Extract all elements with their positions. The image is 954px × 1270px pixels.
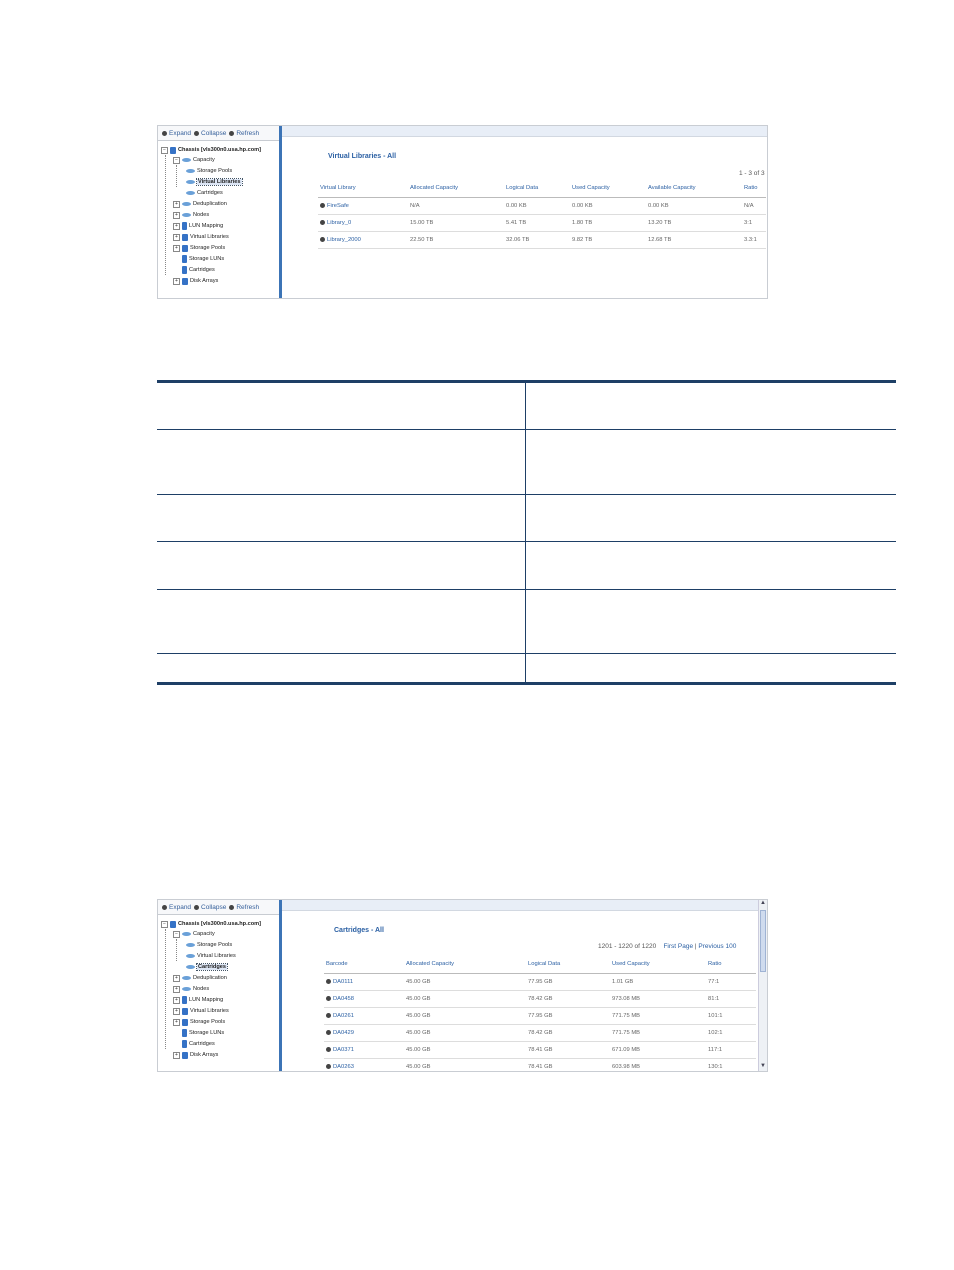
lun-mapping-icon <box>182 996 187 1004</box>
virtual-library-link[interactable]: FireSafe <box>327 203 349 210</box>
cell: 78.42 GB <box>526 991 610 1008</box>
cell: 32.06 TB <box>504 232 570 249</box>
collapse-icon <box>194 905 199 910</box>
nodes-icon <box>182 987 191 991</box>
content-header-bar <box>282 126 767 137</box>
cell: 45.00 GB <box>404 974 526 991</box>
cell: 78.42 GB <box>526 1025 610 1042</box>
document-table-cell <box>526 542 896 589</box>
collapse-node-icon[interactable]: − <box>161 147 168 154</box>
cell: 3.3:1 <box>742 232 766 249</box>
column-header[interactable]: Allocated Capacity <box>404 955 526 974</box>
tree-item-cartridges-capacity[interactable]: Cartridges <box>186 188 223 198</box>
expand-node-icon[interactable]: + <box>173 1019 180 1026</box>
content-header-bar <box>282 900 767 911</box>
cell: 102:1 <box>706 1025 756 1042</box>
cell: 5.41 TB <box>504 215 570 232</box>
column-header[interactable]: Virtual Library <box>318 179 408 198</box>
pagination-count: 1201 - 1220 of 1220 <box>598 943 657 950</box>
tree-item-cartridges-capacity[interactable]: Cartridges <box>186 962 227 972</box>
refresh-icon <box>229 131 234 136</box>
expand-node-icon[interactable]: + <box>173 245 180 252</box>
tree-toolbar <box>158 126 279 141</box>
tree-item-lun-mapping[interactable]: + LUN Mapping <box>173 995 223 1005</box>
cell: 78.41 GB <box>526 1059 610 1073</box>
cell: 45.00 GB <box>404 1008 526 1025</box>
cell: 771.75 MB <box>610 1008 706 1025</box>
tree-item-deduplication[interactable]: + Deduplication <box>173 199 227 209</box>
barcode-link[interactable]: DA0261 <box>333 1013 354 1020</box>
scroll-up-icon[interactable]: ▲ <box>760 900 766 906</box>
cartridge-icon <box>186 191 195 195</box>
table-row <box>324 1025 756 1042</box>
capacity-icon <box>182 932 191 936</box>
column-header[interactable]: Logical Data <box>526 955 610 974</box>
tree-item-lun-mapping[interactable]: + LUN Mapping <box>173 221 223 231</box>
cell: 1.01 GB <box>610 974 706 991</box>
document-table-row <box>157 383 896 430</box>
tree-item-storage-luns[interactable]: Storage LUNs <box>182 254 224 264</box>
column-header[interactable]: Used Capacity <box>610 955 706 974</box>
virtual-libraries-icon <box>182 234 188 241</box>
expand-row-icon[interactable] <box>320 203 325 208</box>
table-header-row <box>324 955 756 974</box>
table-header-row <box>318 179 766 198</box>
deduplication-icon <box>182 976 191 980</box>
tree-item-virtual-libraries[interactable]: + Virtual Libraries <box>173 232 229 242</box>
document-table-cell <box>526 654 896 682</box>
tree-item-storage-pools[interactable]: + Storage Pools <box>173 243 225 253</box>
table-row <box>324 1042 756 1059</box>
virtual-library-icon <box>186 180 195 184</box>
refresh-icon <box>229 905 234 910</box>
pagination <box>598 943 736 950</box>
tree-toolbar <box>158 900 279 915</box>
expand-row-icon[interactable] <box>326 996 331 1001</box>
cell: 77.95 GB <box>526 1008 610 1025</box>
tree-item-virtual-libraries[interactable]: + Virtual Libraries <box>173 1006 229 1016</box>
column-header[interactable]: Allocated Capacity <box>408 179 504 198</box>
expand-node-icon[interactable]: + <box>173 975 180 982</box>
first-page-link[interactable]: First Page <box>663 943 694 950</box>
cell: 101:1 <box>706 1008 756 1025</box>
column-header[interactable]: Available Capacity <box>646 179 742 198</box>
content-pane <box>282 126 767 298</box>
barcode-link[interactable]: DA0111 <box>333 979 354 986</box>
document-table-cell <box>526 590 896 653</box>
cell: 1.80 TB <box>570 215 646 232</box>
table-row <box>318 215 766 232</box>
expand-button[interactable]: Expand <box>162 130 191 137</box>
screenshot-cartridges <box>157 899 768 1072</box>
tree-item-storage-pools-capacity[interactable]: Storage Pools <box>186 940 232 950</box>
virtual-libraries-table <box>318 179 766 249</box>
tree-item-disk-arrays[interactable]: + Disk Arrays <box>173 1050 218 1060</box>
expand-row-icon[interactable] <box>326 979 331 984</box>
virtual-library-link[interactable]: Library_0 <box>327 220 352 227</box>
cell: 603.98 MB <box>610 1059 706 1073</box>
storage-pools-icon <box>182 1019 188 1026</box>
virtual-libraries-icon <box>182 1008 188 1015</box>
scroll-down-icon[interactable]: ▼ <box>760 1063 766 1069</box>
pagination-separator: | <box>694 943 697 950</box>
table-row <box>324 1059 756 1073</box>
storage-pool-icon <box>186 943 195 947</box>
document-table-row <box>157 590 896 654</box>
scrollbar-thumb[interactable] <box>760 910 766 972</box>
tree-item-disk-arrays[interactable]: + Disk Arrays <box>173 276 218 286</box>
cell: 45.00 GB <box>404 1025 526 1042</box>
expand-row-icon[interactable] <box>326 1047 331 1052</box>
refresh-button[interactable]: Refresh <box>229 904 259 911</box>
tree-item-virtual-libraries-capacity[interactable]: Virtual Libraries <box>186 177 242 187</box>
virtual-library-icon <box>186 954 195 958</box>
cartridges-table <box>324 955 756 1072</box>
cell: 0.00 KB <box>646 198 742 215</box>
expand-row-icon[interactable] <box>326 1030 331 1035</box>
lun-mapping-icon <box>182 222 187 230</box>
cell: 0.00 KB <box>570 198 646 215</box>
cell: 22.50 TB <box>408 232 504 249</box>
cell: 45.00 GB <box>404 991 526 1008</box>
chassis-icon <box>170 921 176 928</box>
cell: 81:1 <box>706 991 756 1008</box>
expand-row-icon[interactable] <box>326 1013 331 1018</box>
table-row <box>324 991 756 1008</box>
cell: N/A <box>742 198 766 215</box>
column-header[interactable]: Barcode <box>324 955 404 974</box>
barcode-link[interactable]: DA0429 <box>333 1030 354 1037</box>
nodes-icon <box>182 213 191 217</box>
screenshot-virtual-libraries <box>157 125 768 299</box>
cartridges-icon <box>182 1040 187 1048</box>
virtual-library-link[interactable]: Library_2000 <box>327 237 361 244</box>
chassis-icon <box>170 147 176 154</box>
disk-arrays-icon <box>182 278 188 285</box>
storage-pool-icon <box>186 169 195 173</box>
collapse-button[interactable]: Collapse <box>194 904 226 911</box>
tree-item-chassis[interactable]: − Chassis [vls300n0.usa.hp.com] <box>161 145 261 155</box>
tree-item-deduplication[interactable]: + Deduplication <box>173 973 227 983</box>
tree-item-cartridges[interactable]: Cartridges <box>182 265 215 275</box>
tree-item-capacity[interactable]: − Capacity <box>173 929 215 939</box>
cell: 15.00 TB <box>408 215 504 232</box>
document-table-cell <box>157 654 526 682</box>
column-header[interactable]: Ratio <box>706 955 756 974</box>
document-table-row <box>157 430 896 495</box>
disk-arrays-icon <box>182 1052 188 1059</box>
document-table-cell <box>526 430 896 494</box>
document-table-cell <box>526 383 896 429</box>
expand-node-icon[interactable]: + <box>173 212 180 219</box>
page-title: Cartridges - All <box>334 927 384 934</box>
page-title: Virtual Libraries - All <box>328 153 397 160</box>
tree-item-storage-pools-capacity[interactable]: Storage Pools <box>186 166 232 176</box>
expand-button[interactable]: Expand <box>162 904 191 911</box>
storage-lun-icon <box>182 255 187 263</box>
cell: 671.09 MB <box>610 1042 706 1059</box>
table-row <box>324 1008 756 1025</box>
content-pane <box>282 900 767 1071</box>
collapse-node-icon[interactable]: − <box>161 921 168 928</box>
expand-node-icon[interactable]: + <box>173 201 180 208</box>
cell: N/A <box>408 198 504 215</box>
column-header[interactable]: Logical Data <box>504 179 570 198</box>
navigation-tree-pane <box>158 900 282 1071</box>
expand-node-icon[interactable]: + <box>173 234 180 241</box>
document-table <box>157 380 896 685</box>
barcode-link[interactable]: DA0371 <box>333 1047 354 1054</box>
previous-page-link[interactable]: Previous 100 <box>698 943 737 950</box>
vertical-scrollbar[interactable] <box>758 900 767 1071</box>
cell: 77:1 <box>706 974 756 991</box>
document-table-cell <box>526 495 896 541</box>
document-table-row <box>157 495 896 542</box>
document-table-row <box>157 654 896 682</box>
cell: 45.00 GB <box>404 1042 526 1059</box>
cell: 0.00 KB <box>504 198 570 215</box>
document-table-row <box>157 542 896 590</box>
cell: 12.68 TB <box>646 232 742 249</box>
tree-item-virtual-libraries-capacity[interactable]: Virtual Libraries <box>186 951 236 961</box>
expand-icon <box>162 131 167 136</box>
cartridges-icon <box>182 266 187 274</box>
refresh-button[interactable]: Refresh <box>229 130 259 137</box>
expand-row-icon[interactable] <box>320 220 325 225</box>
document-table-cell <box>157 495 526 541</box>
capacity-icon <box>182 158 191 162</box>
table-row <box>324 974 756 991</box>
barcode-link[interactable]: DA0458 <box>333 996 354 1003</box>
cell: 78.41 GB <box>526 1042 610 1059</box>
cell: 117:1 <box>706 1042 756 1059</box>
document-table-cell <box>157 590 526 653</box>
pagination-count: 1 - 3 of 3 <box>739 170 765 177</box>
collapse-node-icon[interactable]: − <box>173 157 180 164</box>
cell: 9.82 TB <box>570 232 646 249</box>
expand-node-icon[interactable]: + <box>173 1008 180 1015</box>
barcode-link[interactable]: DA0263 <box>333 1064 354 1071</box>
document-table-cell <box>157 383 526 429</box>
collapse-button[interactable]: Collapse <box>194 130 226 137</box>
storage-lun-icon <box>182 1029 187 1037</box>
tree-item-storage-pools[interactable]: + Storage Pools <box>173 1017 225 1027</box>
expand-row-icon[interactable] <box>326 1064 331 1069</box>
table-row <box>318 198 766 215</box>
expand-node-icon[interactable]: + <box>173 997 180 1004</box>
cell: 130:1 <box>706 1059 756 1073</box>
expand-node-icon[interactable]: + <box>173 278 180 285</box>
navigation-tree-pane <box>158 126 282 298</box>
cell: 77.95 GB <box>526 974 610 991</box>
tree-item-nodes[interactable]: + Nodes <box>173 210 209 220</box>
expand-node-icon[interactable]: + <box>173 223 180 230</box>
expand-node-icon[interactable]: + <box>173 986 180 993</box>
deduplication-icon <box>182 202 191 206</box>
cell: 13.20 TB <box>646 215 742 232</box>
collapse-node-icon[interactable]: − <box>173 931 180 938</box>
document-table-cell <box>157 542 526 589</box>
cell: 3:1 <box>742 215 766 232</box>
tree-item-storage-luns[interactable]: Storage LUNs <box>182 1028 224 1038</box>
tree-item-nodes[interactable]: + Nodes <box>173 984 209 994</box>
column-header[interactable]: Ratio <box>742 179 766 198</box>
tree-item-cartridges[interactable]: Cartridges <box>182 1039 215 1049</box>
expand-row-icon[interactable] <box>320 237 325 242</box>
storage-pools-icon <box>182 245 188 252</box>
cell: 771.75 MB <box>610 1025 706 1042</box>
cell: 973.08 MB <box>610 991 706 1008</box>
document-table-cell <box>157 430 526 494</box>
tree-item-capacity[interactable]: − Capacity <box>173 155 215 165</box>
cartridge-icon <box>186 965 195 969</box>
tree-item-chassis[interactable]: − Chassis [vls300n0.usa.hp.com] <box>161 919 261 929</box>
expand-icon <box>162 905 167 910</box>
collapse-icon <box>194 131 199 136</box>
cell: 45.00 GB <box>404 1059 526 1073</box>
table-row <box>318 232 766 249</box>
expand-node-icon[interactable]: + <box>173 1052 180 1059</box>
column-header[interactable]: Used Capacity <box>570 179 646 198</box>
